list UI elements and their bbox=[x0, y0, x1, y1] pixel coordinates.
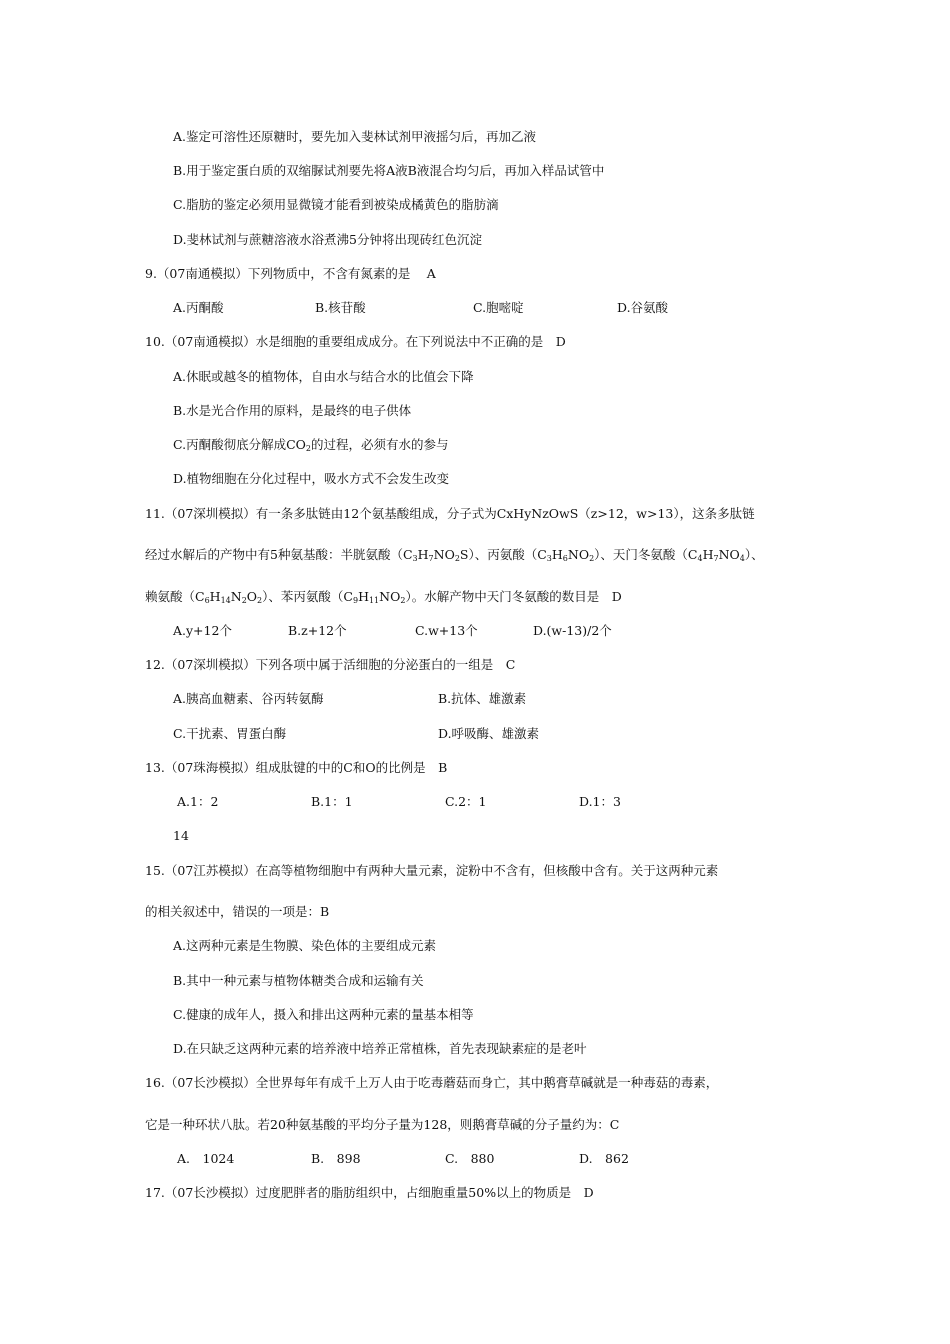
q9-option-c: C.胞嘧啶 bbox=[473, 300, 524, 315]
q16-stem-line2: 它是一种环状八肽。若20种氨基酸的平均分子量为128，则鹅膏草碱的分子量约为：C bbox=[145, 1117, 620, 1132]
q8-option-a: A.鉴定可溶性还原糖时，要先加入斐林试剂甲液摇匀后，再加乙液 bbox=[173, 129, 537, 144]
q9-stem: 9.（07南通模拟）下列物质中，不含有氮素的是 A bbox=[145, 266, 436, 281]
q15-option-b: B.其中一种元素与植物体糖类合成和运输有关 bbox=[173, 973, 424, 988]
q16-option-c: C. 880 bbox=[445, 1151, 495, 1166]
q15-option-a: A.这两种元素是生物膜、染色体的主要组成元素 bbox=[173, 938, 437, 953]
q11-option-a: A.y+12个 bbox=[173, 623, 232, 638]
q16-option-b: B. 898 bbox=[311, 1151, 361, 1166]
q13-option-c: C.2：1 bbox=[445, 794, 487, 809]
q12-option-b: B.抗体、雄激素 bbox=[438, 691, 527, 706]
q8-option-b: B.用于鉴定蛋白质的双缩脲试剂要先将A液B液混合均匀后，再加入样品试管中 bbox=[173, 163, 605, 178]
q11-stem-line2: 经过水解后的产物中有5种氨基酸：半胱氨酸$(C_3H_7NO_2S)$、丙氨酸$(C_3H_6NO_2)$、天门冬氨酸$(C_4H_7NO_4)$、 bbox=[145, 547, 764, 563]
q11-option-c: C.w+13个 bbox=[415, 623, 478, 638]
q17-stem: 17.（07长沙模拟）过度肥胖者的脂肪组织中，占细胞重量50%以上的物质是 D bbox=[145, 1185, 594, 1200]
q11-option-d: D.(w-13)/2个 bbox=[533, 623, 612, 638]
q15-stem-line1: 15.（07江苏模拟）在高等植物细胞中有两种大量元素，淀粉中不含有，但核酸中含有。关于这两种元素 bbox=[145, 863, 719, 878]
q10-option-c: C.丙酮酸彻底分解成$CO_2$的过程，必须有水的参与 bbox=[173, 437, 449, 453]
q8-option-c: C.脂肪的鉴定必须用显微镜才能看到被染成橘黄色的脂肪滴 bbox=[173, 197, 499, 212]
q9-option-b: B.核苷酸 bbox=[315, 300, 366, 315]
q13-option-b: B.1：1 bbox=[311, 794, 353, 809]
q10-option-d: D.植物细胞在分化过程中，吸水方式不会发生改变 bbox=[173, 471, 450, 486]
q10-option-a: A.休眠或越冬的植物体，自由水与结合水的比值会下降 bbox=[173, 369, 474, 384]
q15-stem-line2: 的相关叙述中，错误的一项是：B bbox=[145, 904, 330, 919]
q11-stem-line3: 赖氨酸$(C_6H_{14}N_2O_2)$、苯丙氨酸$(C_9H_{11}NO_2)$。水解产物中天门冬氨酸的数目是 D bbox=[145, 589, 622, 605]
q8-option-d: D.斐林试剂与蔗糖溶液水浴煮沸5分钟将出现砖红色沉淀 bbox=[173, 232, 483, 247]
q11-option-b: B.z+12个 bbox=[288, 623, 347, 638]
q10-option-b: B.水是光合作用的原料，是最终的电子供体 bbox=[173, 403, 412, 418]
q13-stem: 13.（07珠海模拟）组成肽键的中的C和O的比例是 B bbox=[145, 760, 448, 775]
q9-option-a: A.丙酮酸 bbox=[173, 300, 224, 315]
q10-stem: 10.（07南通模拟）水是细胞的重要组成成分。在下列说法中不正确的是 D bbox=[145, 334, 566, 349]
q9-option-d: D.谷氨酸 bbox=[617, 300, 669, 315]
q12-option-c: C.干扰素、胃蛋白酶 bbox=[173, 726, 287, 741]
q12-stem: 12.（07深圳模拟）下列各项中属于活细胞的分泌蛋白的一组是 C bbox=[145, 657, 516, 672]
q16-option-d: D. 862 bbox=[579, 1151, 629, 1166]
q16-option-a: A. 1024 bbox=[177, 1151, 235, 1166]
q15-option-c: C.健康的成年人，摄入和排出这两种元素的量基本相等 bbox=[173, 1007, 474, 1022]
q15-option-d: D.在只缺乏这两种元素的培养液中培养正常植株，首先表现缺素症的是老叶 bbox=[173, 1041, 587, 1056]
q13-option-a: A.1：2 bbox=[177, 794, 219, 809]
q12-option-d: D.呼吸酶、雄激素 bbox=[438, 726, 540, 741]
q12-option-a: A.胰高血糖素、谷丙转氨酶 bbox=[173, 691, 324, 706]
q13-option-d: D.1：3 bbox=[579, 794, 621, 809]
q14-stem: 14 bbox=[173, 828, 189, 843]
q16-stem-line1: 16.（07长沙模拟）全世界每年有成千上万人由于吃毒蘑菇而身亡，其中鹅膏草碱就是一种毒菇的毒素， bbox=[145, 1075, 719, 1090]
q11-stem-line1: 11.（07深圳模拟）有一条多肽链由12个氨基酸组成，分子式为CxHyNzOwS（z>12，w>13），这条多肽链 bbox=[145, 506, 755, 521]
